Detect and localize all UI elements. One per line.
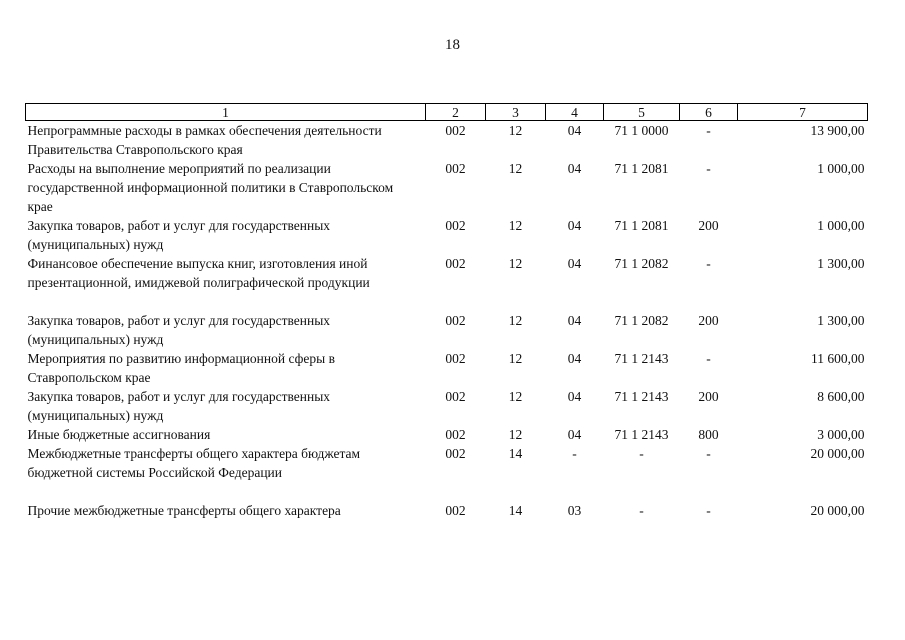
row-code-expense-type: - — [706, 256, 711, 271]
table-row — [26, 311, 868, 349]
header-col-6: 6 — [680, 104, 738, 121]
row-amount: 1 000,00 — [817, 218, 865, 233]
row-code-section: 12 — [508, 123, 523, 138]
row-code-ministry: 002 — [445, 313, 466, 328]
row-code-target: - — [639, 446, 644, 461]
row-code-ministry: 002 — [445, 351, 466, 366]
row-name: Расходы на выполнение мероприятий по реализации государственной информационной политики в Ставропольском крае — [27, 161, 394, 214]
row-amount: 3 000,00 — [817, 427, 865, 442]
row-code-expense-type: - — [706, 161, 711, 176]
table-row — [26, 254, 868, 311]
table-row — [26, 159, 868, 216]
row-amount: 1 300,00 — [817, 256, 865, 271]
row-code-subsection: 04 — [567, 389, 582, 404]
row-code-target: 71 1 2081 — [614, 218, 669, 233]
row-amount: 13 900,00 — [810, 123, 865, 138]
row-amount: 20 000,00 — [810, 446, 865, 461]
row-code-subsection: 04 — [567, 256, 582, 271]
row-code-ministry: 002 — [445, 256, 466, 271]
row-code-target: 71 1 2081 — [614, 161, 669, 176]
row-name: Закупка товаров, работ и услуг для государственных (муниципальных) нужд — [27, 313, 331, 347]
row-code-expense-type: 200 — [698, 313, 719, 328]
row-amount: 1 000,00 — [817, 161, 865, 176]
page-number: 18 — [445, 37, 460, 53]
row-code-expense-type: 800 — [698, 427, 719, 442]
row-name: Закупка товаров, работ и услуг для государственных (муниципальных) нужд — [27, 389, 331, 423]
row-code-section: 14 — [508, 446, 523, 461]
row-code-target: 71 1 2143 — [614, 351, 669, 366]
row-code-expense-type: - — [706, 503, 711, 518]
row-name: Межбюджетные трансферты общего характера бюджетам бюджетной системы Российской Федерации — [27, 446, 361, 480]
row-code-ministry: 002 — [445, 389, 466, 404]
row-code-section: 12 — [508, 218, 523, 233]
table-row — [26, 387, 868, 425]
row-name: Иные бюджетные ассигнования — [27, 427, 211, 442]
row-code-ministry: 002 — [445, 503, 466, 518]
row-name: Финансовое обеспечение выпуска книг, изготовления иной презентационной, имиджевой полиграфической продукции — [27, 256, 370, 290]
row-code-subsection: 03 — [567, 503, 582, 518]
row-name: Закупка товаров, работ и услуг для государственных (муниципальных) нужд — [27, 218, 331, 252]
row-code-subsection: 04 — [567, 351, 582, 366]
row-code-ministry: 002 — [445, 446, 466, 461]
row-code-expense-type: 200 — [698, 218, 719, 233]
budget-table — [25, 103, 868, 520]
header-col-4: 4 — [546, 104, 604, 121]
row-code-target: 71 1 0000 — [614, 123, 669, 138]
row-amount: 1 300,00 — [817, 313, 865, 328]
table-row — [26, 216, 868, 254]
row-code-section: 12 — [508, 256, 523, 271]
row-code-subsection: 04 — [567, 123, 582, 138]
row-code-target: - — [639, 503, 644, 518]
row-amount: 8 600,00 — [817, 389, 865, 404]
row-code-section: 12 — [508, 313, 523, 328]
row-code-ministry: 002 — [445, 123, 466, 138]
row-code-target: 71 1 2143 — [614, 427, 669, 442]
row-code-subsection: 04 — [567, 313, 582, 328]
table-row — [26, 425, 868, 444]
row-code-expense-type: 200 — [698, 389, 719, 404]
row-amount: 11 600,00 — [811, 351, 865, 366]
row-code-target: 71 1 2143 — [614, 389, 669, 404]
row-code-expense-type: - — [706, 446, 711, 461]
row-code-section: 12 — [508, 427, 523, 442]
row-code-ministry: 002 — [445, 427, 466, 442]
header-col-1: 1 — [26, 104, 426, 121]
table-row — [26, 501, 868, 520]
row-name: Непрограммные расходы в рамках обеспечения деятельности Правительства Ставропольского края — [27, 123, 382, 157]
header-col-2: 2 — [426, 104, 486, 121]
row-code-section: 12 — [508, 389, 523, 404]
row-code-section: 12 — [508, 161, 523, 176]
row-name: Мероприятия по развитию информационной сферы в Ставропольском крае — [27, 351, 335, 385]
row-code-subsection: 04 — [567, 427, 582, 442]
table-header — [26, 104, 868, 121]
header-col-5: 5 — [604, 104, 680, 121]
row-code-subsection: 04 — [567, 218, 582, 233]
row-code-section: 14 — [508, 503, 523, 518]
row-code-ministry: 002 — [445, 161, 466, 176]
row-amount: 20 000,00 — [810, 503, 865, 518]
row-code-subsection: - — [572, 446, 577, 461]
table-row — [26, 349, 868, 387]
row-code-target: 71 1 2082 — [614, 313, 669, 328]
row-code-ministry: 002 — [445, 218, 466, 233]
row-name: Прочие межбюджетные трансферты общего характера — [27, 503, 341, 518]
table-row — [26, 444, 868, 501]
row-code-expense-type: - — [706, 351, 711, 366]
row-code-target: 71 1 2082 — [614, 256, 669, 271]
table-row — [26, 121, 868, 160]
row-code-expense-type: - — [706, 123, 711, 138]
row-code-subsection: 04 — [567, 161, 582, 176]
header-col-7: 7 — [738, 104, 868, 121]
header-col-3: 3 — [486, 104, 546, 121]
row-code-section: 12 — [508, 351, 523, 366]
